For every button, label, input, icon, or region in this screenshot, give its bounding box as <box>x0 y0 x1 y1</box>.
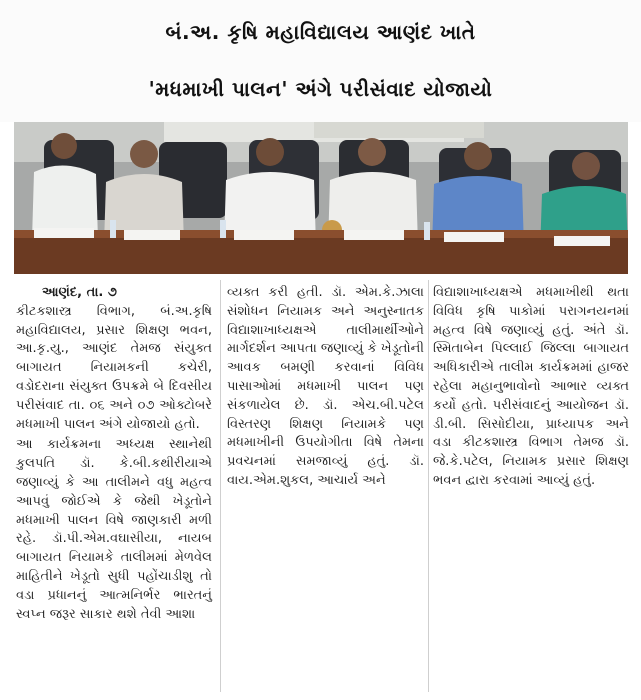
article-column-1 <box>16 284 212 624</box>
paragraph: વિદ્યાશાખાધ્યક્ષએ મધમાખીથી થતા વિવિધ કૃષિ પાકોમાં પરાગનયનમાં મહત્વ વિષે જણાવ્યું હતું. અંતે ડૉ. સ્મિતાબેન પિલ્લાઈ જિલ્લા બાગાયત અધિકારીએ તાલીમ કાર્યક્રમમાં હાજર રહેલા મહાનુભાવોનો આભાર વ્યક્ત કર્યો હતો. પરીસંવાદનું આયોજન ડૉ. ડી.બી. સિસોદીયા, પ્રાધ્યાપક અને વડા કીટકશાસ્ત્ર વિભાગ તેમજ ડૉ. જે.કે.પટેલ, નિયામક પ્રસાર શિક્ષણ ભવન દ્વારા કરવામાં આવ્યું હતું. <box>433 285 629 488</box>
column-divider <box>220 280 221 692</box>
paragraph: કીટકશાસ્ત્ર વિભાગ, બં.અ.કૃષિ મહાવિદ્યાલય, પ્રસાર શિક્ષણ ભવન, આ.કૃ.યુ., આણંદ તેમજ સંયુક્ત બાગાયત નિયામકની કચેરી, વડોદરાના સંયુક્ત ઉપક્રમે બે દિવસીય પરીસંવાદ તા. ૦૬ અને ૦૭ ઓક્ટોબરે મધમાખી પાલન અંગે યોજાયો હતો. <box>16 303 212 432</box>
article-column-2 <box>227 284 424 491</box>
headline-line-2: 'મધમાખી પાલન' અંગે પરીસંવાદ યોજાયો <box>148 77 493 101</box>
article-column-3 <box>433 284 629 491</box>
paragraph: વ્યક્ત કરી હતી. ડૉ. એમ.કે.ઝાલા સંશોધન નિયામક અને અનુસ્નાતક વિદ્યાશાખાધ્યક્ષએ તાલીમાર્થીઓને માર્ગદર્શન આપતા જણાવ્યું કે ખેડૂતોની આવક બમણી કરવાનાં વિવિધ પાસાઓમાં મધમાખી પાલન પણ સંકળાયેલ છે. ડૉ. એચ.બી.પટેલ વિસ્તરણ શિક્ષણ નિયામકે પણ મધમાખીની ઉપયોગીતા વિષે તેમના પ્રવચનમાં સમજાવ્યું હતું. ડૉ. વાય.એમ.શુકલ, આચાર્ય અને <box>227 285 424 488</box>
paragraph: આ કાર્યક્રમના અધ્યક્ષ સ્થાનેથી કુલપતિ ડૉ. કે.બી.કથીરીયાએ જણાવ્યું કે આ તાલીમને વધુ મહત્વ આપવું જોઈએ કે જેથી ખેડૂતોને મધમાખી પાલન વિષે જાણકારી મળી રહે. ડૉ.પી.એમ.વઘાસીયા, નાયબ બાગાયત નિયામકે તાલીમમાં મેળવેલ માહિતીને ખેડૂતો સુધી પહોંચાડીશુ તો વડા પ્રધાનનું આત્મનિર્ભર ભારતનું સ્વપ્ન જરૂર સાકાર થશે તેવી આશા <box>16 437 212 622</box>
headline-banner <box>0 0 641 122</box>
column-divider <box>428 280 429 692</box>
seminar-photo <box>14 122 628 274</box>
headline-line-1: બં.અ. કૃષિ મહાવિદ્યાલય આણંદ ખાતે <box>165 20 476 44</box>
dateline: આણંદ, તા. ૭ <box>42 285 117 300</box>
